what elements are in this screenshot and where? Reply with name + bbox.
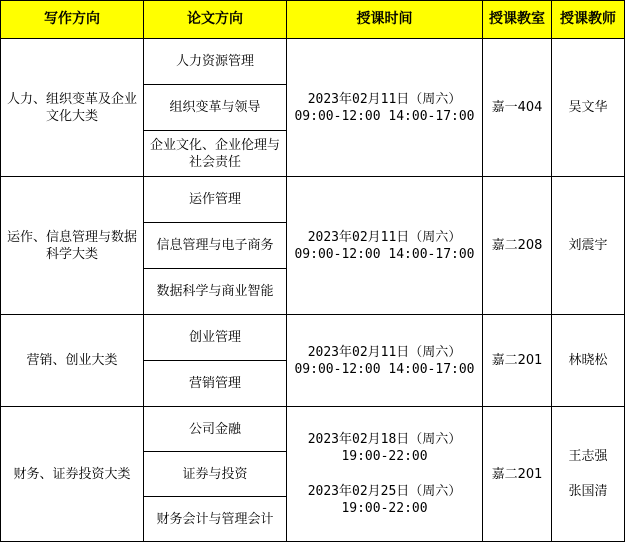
time-date: 2023年02月11日（周六） <box>307 91 462 107</box>
time-hours: 09:00-12:00 14:00-17:00 <box>294 246 475 262</box>
teacher-name: 王志强 <box>568 449 608 464</box>
classroom-cell: 嘉二201 <box>483 407 552 542</box>
header-row <box>1 1 625 39</box>
time-date: 2023年02月11日（周六） <box>307 344 462 360</box>
teacher-cell <box>552 407 625 542</box>
paper-direction-cell: 数据科学与商业智能 <box>144 269 287 315</box>
writing-direction-cell: 人力、组织变革及企业文化大类 <box>1 39 144 177</box>
paper-direction-cell: 财务会计与管理会计 <box>144 497 287 542</box>
writing-direction-cell: 营销、创业大类 <box>1 315 144 407</box>
table-row <box>1 315 625 361</box>
paper-direction-cell: 企业文化、企业伦理与社会责任 <box>144 131 287 177</box>
time-cell <box>287 177 483 315</box>
writing-direction-cell: 运作、信息管理与数据科学大类 <box>1 177 144 315</box>
time-hours: 19:00-22:00 <box>341 501 428 516</box>
paper-direction-cell: 创业管理 <box>144 315 287 361</box>
time-cell <box>287 39 483 177</box>
time-date: 2023年02月25日（周六） <box>307 484 462 499</box>
paper-direction-cell: 营销管理 <box>144 361 287 407</box>
paper-direction-cell: 组织变革与领导 <box>144 85 287 131</box>
header-classroom: 授课教室 <box>483 1 552 39</box>
teacher-cell: 刘震宇 <box>552 177 625 315</box>
teacher-name: 张国清 <box>568 484 608 499</box>
header-teacher: 授课教师 <box>552 1 625 39</box>
time-cell <box>287 315 483 407</box>
time-cell <box>287 407 483 542</box>
header-writing-direction: 写作方向 <box>1 1 144 39</box>
classroom-cell: 嘉一404 <box>483 39 552 177</box>
table-row <box>1 177 625 223</box>
header-time: 授课时间 <box>287 1 483 39</box>
header-paper-direction: 论文方向 <box>144 1 287 39</box>
paper-direction-cell: 人力资源管理 <box>144 39 287 85</box>
table-row <box>1 39 625 85</box>
paper-direction-cell: 证券与投资 <box>144 452 287 497</box>
time-date: 2023年02月11日（周六） <box>307 229 462 245</box>
teacher-cell: 林晓松 <box>552 315 625 407</box>
paper-direction-cell: 公司金融 <box>144 407 287 452</box>
time-hours: 09:00-12:00 14:00-17:00 <box>294 108 475 124</box>
time-date: 2023年02月18日（周六） <box>307 432 462 447</box>
paper-direction-cell: 信息管理与电子商务 <box>144 223 287 269</box>
table-row <box>1 407 625 452</box>
paper-direction-cell: 运作管理 <box>144 177 287 223</box>
time-hours: 19:00-22:00 <box>341 449 428 464</box>
teacher-cell: 吴文华 <box>552 39 625 177</box>
classroom-cell: 嘉二201 <box>483 315 552 407</box>
writing-direction-cell: 财务、证券投资大类 <box>1 407 144 542</box>
time-hours: 09:00-12:00 14:00-17:00 <box>294 361 475 377</box>
classroom-cell: 嘉二208 <box>483 177 552 315</box>
